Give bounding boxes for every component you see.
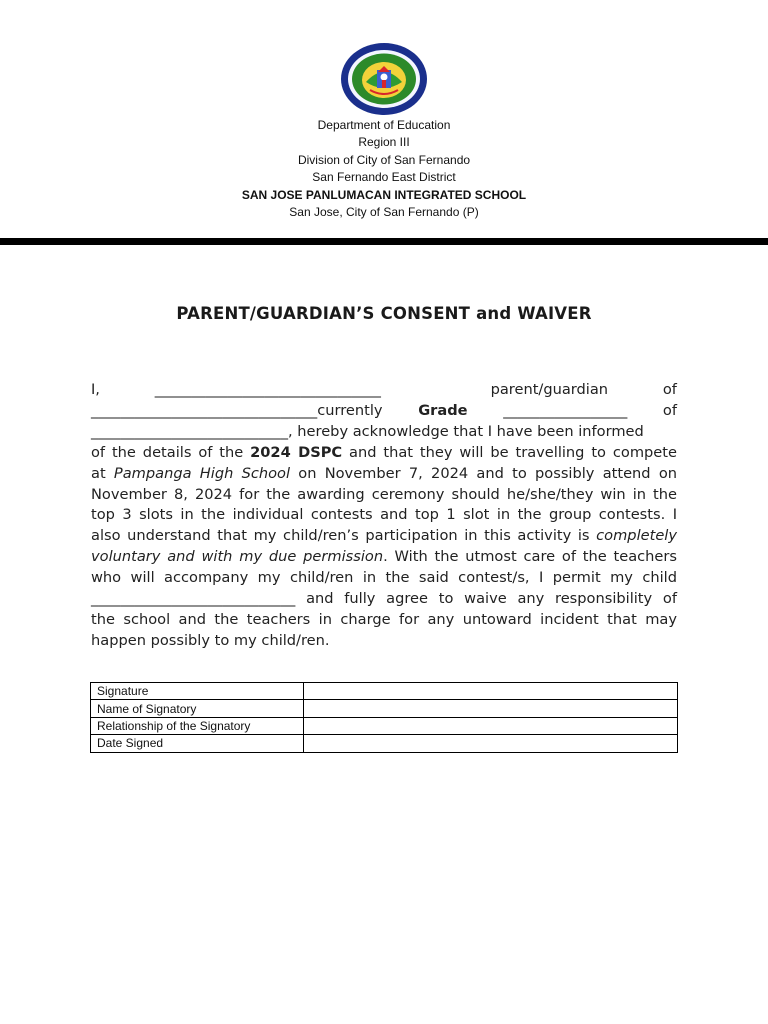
body-line-1 <box>91 380 677 401</box>
body-line-11 <box>91 589 677 610</box>
venue-name: Pampanga High School <box>113 464 291 482</box>
text-date: on November 7, 2024 and to possibly attend on <box>290 464 677 482</box>
letterhead <box>0 117 768 221</box>
dept-name: Department of Education <box>317 118 451 132</box>
body-line-10: who will accompany my child/ren in the said contest/s, I permit my child <box>91 569 677 587</box>
page-title: PARENT/GUARDIAN’S CONSENT and WAIVER <box>176 304 592 323</box>
header-divider <box>0 238 768 245</box>
parent-name-blank[interactable]: _______________________________ <box>154 381 381 398</box>
district-name: San Fernando East District <box>312 170 456 185</box>
text-at: at <box>91 464 114 482</box>
text-acknowledge: , hereby acknowledge that I have been informed <box>288 422 644 440</box>
body-line-9 <box>91 547 677 568</box>
region-name: Region III <box>358 135 410 150</box>
body-line-6: November 8, 2024 for the awarding ceremony should he/she/they win in the <box>91 485 677 503</box>
table-row <box>91 683 678 700</box>
text-i: I, <box>91 381 100 398</box>
text-participation: also understand that my child/ren’s participation in this activity is <box>91 527 597 545</box>
signature-table <box>90 682 678 753</box>
signature-label: Signature <box>91 683 304 700</box>
consent-body <box>91 380 677 652</box>
table-row <box>91 700 678 717</box>
text-details: of the details of the <box>91 443 251 461</box>
table-row <box>91 735 678 752</box>
text-of-2: of <box>662 401 677 419</box>
text-grade: Grade <box>418 401 468 419</box>
body-line-5 <box>91 464 677 485</box>
text-voluntary: voluntary and with my due permission <box>91 548 384 566</box>
table-row <box>91 717 678 734</box>
grade-blank[interactable]: _________________ <box>503 401 628 419</box>
text-completely: completely <box>596 527 677 545</box>
body-line-7: top 3 slots in the individual contests and top 1 slot in the group contests. I <box>91 506 677 524</box>
relationship-field[interactable] <box>304 717 678 734</box>
text-parent-guardian: parent/guardian <box>490 381 609 398</box>
text-utmost-care: . With the utmost care of the teachers <box>383 548 677 566</box>
body-line-12: the school and the teachers in charge for any untoward incident that may <box>91 610 677 628</box>
school-name: SAN JOSE PANLUMACAN INTEGRATED SCHOOL <box>241 187 527 202</box>
body-line-13: happen possibly to my child/ren. <box>91 631 330 649</box>
body-line-3 <box>91 422 677 443</box>
signature-field[interactable] <box>304 683 678 700</box>
relationship-label: Relationship of the Signatory <box>91 717 304 734</box>
school-seal-logo <box>340 42 428 116</box>
body-line-2 <box>91 401 677 422</box>
signatory-name-label: Name of Signatory <box>91 700 304 717</box>
body-line-8 <box>91 526 677 547</box>
section-blank[interactable]: ___________________________ <box>91 422 289 440</box>
text-waive: and fully agree to waive any responsibility of <box>295 590 677 608</box>
child-permit-blank[interactable]: ____________________________ <box>91 590 296 608</box>
text-of: of <box>662 381 677 398</box>
date-signed-field[interactable] <box>304 735 678 752</box>
event-name: 2024 DSPC <box>250 443 343 461</box>
body-line-4 <box>91 443 677 464</box>
date-signed-label: Date Signed <box>91 735 304 752</box>
division-name: Division of City of San Fernando <box>297 152 471 167</box>
text-travelling: and that they will be travelling to compete <box>342 443 677 461</box>
text-currently: currently <box>317 401 383 419</box>
child-name-blank[interactable]: _______________________________ <box>91 401 318 419</box>
school-address: San Jose, City of San Fernando (P) <box>289 205 479 220</box>
signatory-name-field[interactable] <box>304 700 678 717</box>
